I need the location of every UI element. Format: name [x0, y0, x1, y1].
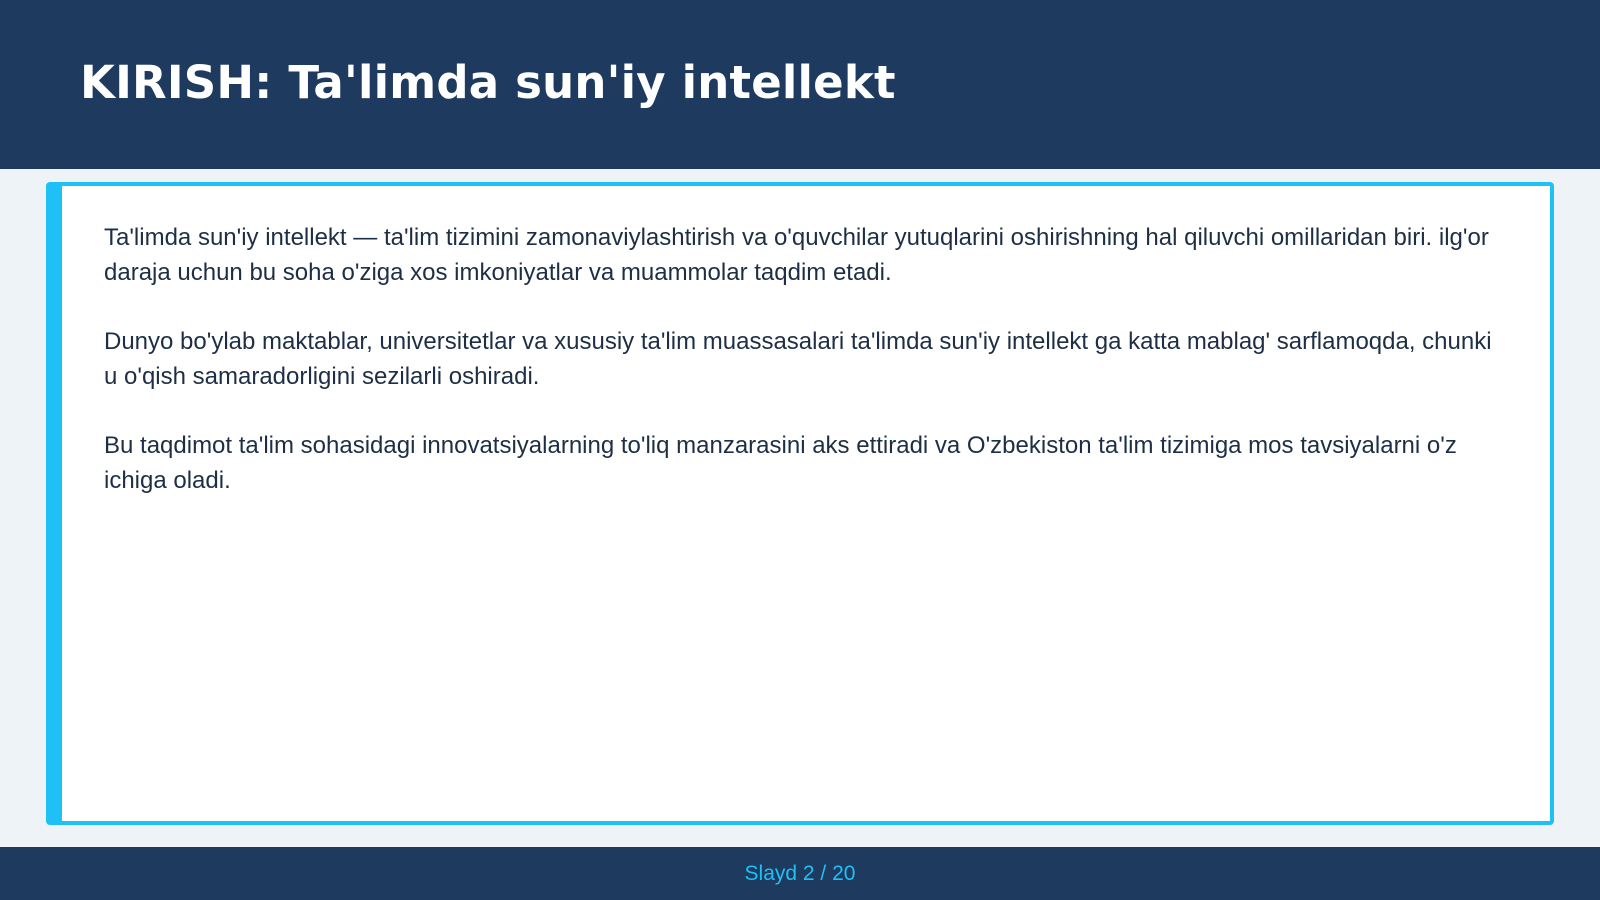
paragraph-intro: Ta'limda sun'iy intellekt — ta'lim tizimini zamonaviylashtirish va o'quvchilar yutuqlarini oshirishning hal qiluvchi omillaridan biri. ilg'or daraja uchun bu soha o'ziga xos imkoniyatlar va muammolar taqdim etadi.	[104, 224, 1489, 286]
slide-header	[0, 0, 1600, 169]
content-box	[46, 182, 1554, 825]
slide-counter: Slayd 2 / 20	[744, 862, 856, 885]
paragraph-investment: Dunyo bo'ylab maktablar, universitetlar va xususiy ta'lim muassasalari ta'limda sun'iy intellekt ga katta mablag' sarflamoqda, chunki u o'qish samaradorligini sezilarli oshiradi.	[104, 328, 1492, 390]
slide-title: KIRISH: Ta'limda sun'iy intellekt	[80, 56, 896, 109]
content-text	[104, 220, 1494, 532]
paragraph-summary: Bu taqdimot ta'lim sohasidagi innovatsiyalarning to'liq manzarasini aks ettiradi va O'zbekiston ta'lim tizimiga mos tavsiyalarni o'z ichiga oladi.	[104, 432, 1457, 494]
slide-footer	[0, 847, 1600, 900]
